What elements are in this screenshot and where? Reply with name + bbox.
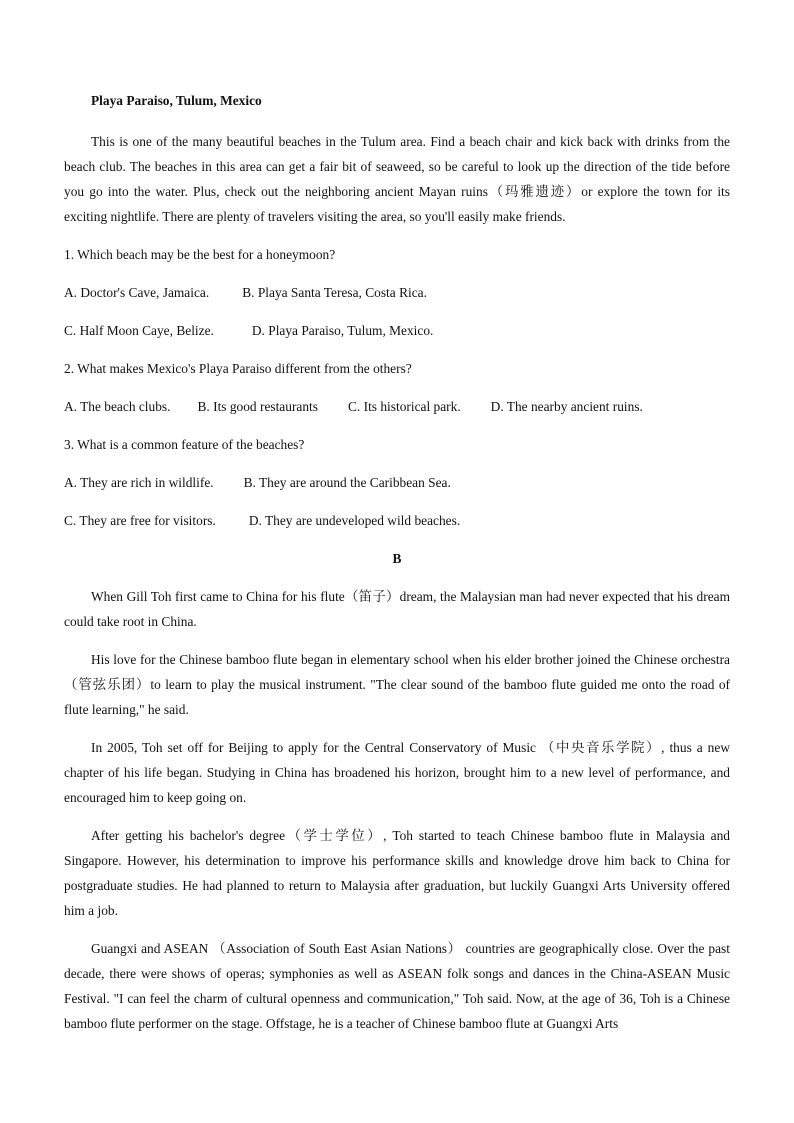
question-2-option-c: C. Its historical park. <box>347 399 461 414</box>
section-b-heading: B <box>392 551 402 566</box>
question-3-options-row-2 <box>64 508 730 533</box>
passage-b-paragraph-5: Guangxi and ASEAN （Association of South East Asian Nations） countries are geographically close. Over the past decade, there were shows of operas; symphonies as well as ASEAN folk songs and dances in the China-ASEAN Music Festival. "I can feel the charm of cultural openness and communication," Toh said. Now, at the age of 36, Toh is a Chinese bamboo flute performer on the stage. Offstage, he is a teacher of Chinese bamboo flute at Guangxi Arts <box>64 941 730 1031</box>
passage-title: Playa Paraiso, Tulum, Mexico <box>91 93 262 108</box>
question-1-option-d: D. Playa Paraiso, Tulum, Mexico. <box>251 323 434 338</box>
question-1-option-a: A. Doctor's Cave, Jamaica. <box>64 285 210 300</box>
passage-b-paragraph-2: His love for the Chinese bamboo flute began in elementary school when his elder brother joined the Chinese orchestra（管弦乐团）to learn to play the musical instrument. "The clear sound of the bamboo flute guided me onto the road of flute learning," he said. <box>64 652 730 717</box>
question-2-option-b: B. Its good restaurants <box>197 399 318 414</box>
passage-b-paragraph-4: After getting his bachelor's degree（学士学位）, Toh started to teach Chinese bamboo flute in Malaysia and Singapore. However, his determination to improve his performance skills and knowledge drove him back to China for postgraduate studies. He had planned to return to Malaysia after graduation, but luckily Guangxi Arts University offered him a job. <box>64 828 730 918</box>
intro-paragraph: This is one of the many beautiful beaches in the Tulum area. Find a beach chair and kick back with drinks from the beach club. The beaches in this area can get a fair bit of seaweed, so be careful to look up the direction of the tide before you go into the water. Plus, check out the neighboring ancient Mayan ruins（玛雅遗迹）or explore the town for its exciting nightlife. There are plenty of travelers visiting the area, so you'll easily make friends. <box>64 134 730 224</box>
question-1-option-c: C. Half Moon Caye, Belize. <box>64 323 214 338</box>
question-2-options-row <box>64 394 730 419</box>
question-1-options-row-2 <box>64 318 730 343</box>
passage-b-paragraph-1: When Gill Toh first came to China for his flute（笛子）dream, the Malaysian man had never expected that his dream could take root in China. <box>64 589 730 629</box>
question-3-option-b: B. They are around the Caribbean Sea. <box>243 475 451 490</box>
document-content <box>64 88 730 1049</box>
question-3-option-c: C. They are free for visitors. <box>64 513 216 528</box>
question-2-option-d: D. The nearby ancient ruins. <box>490 399 643 414</box>
question-2-stem: 2. What makes Mexico's Playa Paraiso different from the others? <box>64 361 412 376</box>
question-1-option-b: B. Playa Santa Teresa, Costa Rica. <box>242 285 427 300</box>
question-2-option-a: A. The beach clubs. <box>64 399 171 414</box>
question-3-options-row-1 <box>64 470 730 495</box>
question-1-stem: 1. Which beach may be the best for a honeymoon? <box>64 247 336 262</box>
question-3-stem: 3. What is a common feature of the beaches? <box>64 437 305 452</box>
passage-b-paragraph-3: In 2005, Toh set off for Beijing to apply for the Central Conservatory of Music （中央音乐学院）, thus a new chapter of his life began. Studying in China has broadened his horizon, brought him to a new level of performance, and encouraged him to keep going on. <box>64 740 730 805</box>
question-3-option-d: D. They are undeveloped wild beaches. <box>248 513 461 528</box>
question-1-options-row-1 <box>64 280 730 305</box>
question-3-option-a: A. They are rich in wildlife. <box>64 475 214 490</box>
